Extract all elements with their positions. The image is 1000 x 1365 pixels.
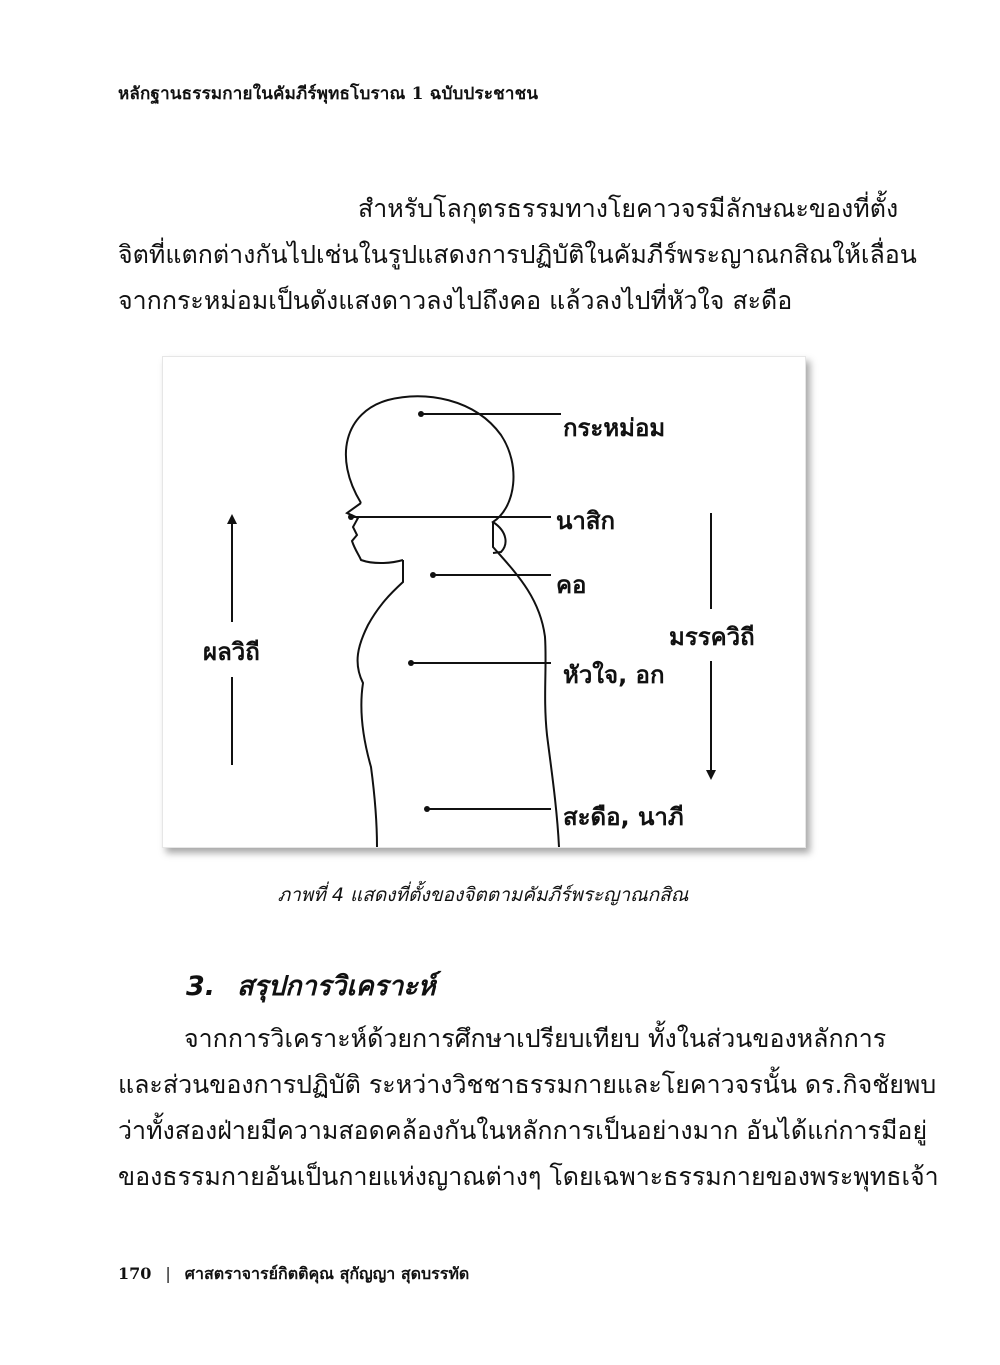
footer-separator: | (165, 1264, 171, 1283)
label-navel: สะดือ, นาภี (563, 803, 684, 831)
conclusion-line: ของธรรมกายอันเป็นกายแห่งญาณต่างๆ โดยเฉพาะธรรมกายของพระพุทธเจ้า (118, 1162, 939, 1191)
face-profile (347, 503, 403, 563)
label-right-arrow: มรรควิถี (669, 623, 755, 651)
section-title: สรุปการวิเคราะห์ (237, 971, 436, 1002)
conclusion-line: ว่าทั้งสองฝ่ายมีความสอดคล้องกันในหลักการเป็นอย่างมาก อันได้แก่การมีอยู่ (118, 1116, 928, 1145)
section-number: 3. (186, 971, 216, 1002)
section-heading (186, 964, 436, 1007)
intro-line: สำหรับโลกุตรธรรมทางโยคาวจรมีลักษณะของที่ตั้ง (358, 194, 899, 223)
head-outline (346, 396, 514, 553)
conclusion-line: และส่วนของการปฏิบัติ ระหว่างวิชชาธรรมกายและโยคาวจรนั้น ดร.กิจชัยพบ (118, 1070, 937, 1099)
running-header: หลักฐานธรรมกายในคัมภีร์พุทธโบราณ 1 ฉบับประชาชน (118, 84, 539, 104)
page-footer (118, 1262, 469, 1287)
intro-line: จิตที่แตกต่างกันไปเช่นในรูปแสดงการปฏิบัติในคัมภีร์พระญาณกสิณให้เลื่อน (118, 240, 917, 269)
intro-paragraph (118, 186, 917, 324)
torso-front (358, 560, 403, 847)
figure-caption: ภาพที่ 4 แสดงที่ตั้งของจิตตามคัมภีร์พระญาณกสิณ (277, 884, 689, 906)
page-number: 170 (118, 1264, 152, 1283)
torso-back (493, 522, 559, 847)
label-neck: คอ (556, 571, 587, 599)
body-diagram (163, 357, 805, 847)
label-crown: กระหม่อม (563, 414, 666, 442)
label-nostril: นาสิก (556, 507, 616, 535)
conclusion-paragraph (118, 1016, 939, 1200)
label-left-arrow: ผลวิถี (203, 638, 260, 666)
label-heart: หัวใจ, อก (563, 661, 665, 689)
meditation-figure (162, 356, 806, 848)
footer-author: ศาสตราจารย์กิตติคุณ สุกัญญา สุดบรรทัด (184, 1264, 470, 1283)
conclusion-line: จากการวิเคราะห์ด้วยการศึกษาเปรียบเทียบ ทั้งในส่วนของหลักการ (184, 1024, 887, 1053)
intro-line: จากกระหม่อมเป็นดังแสงดาวลงไปถึงคอ แล้วลงไปที่หัวใจ สะดือ (118, 286, 793, 315)
